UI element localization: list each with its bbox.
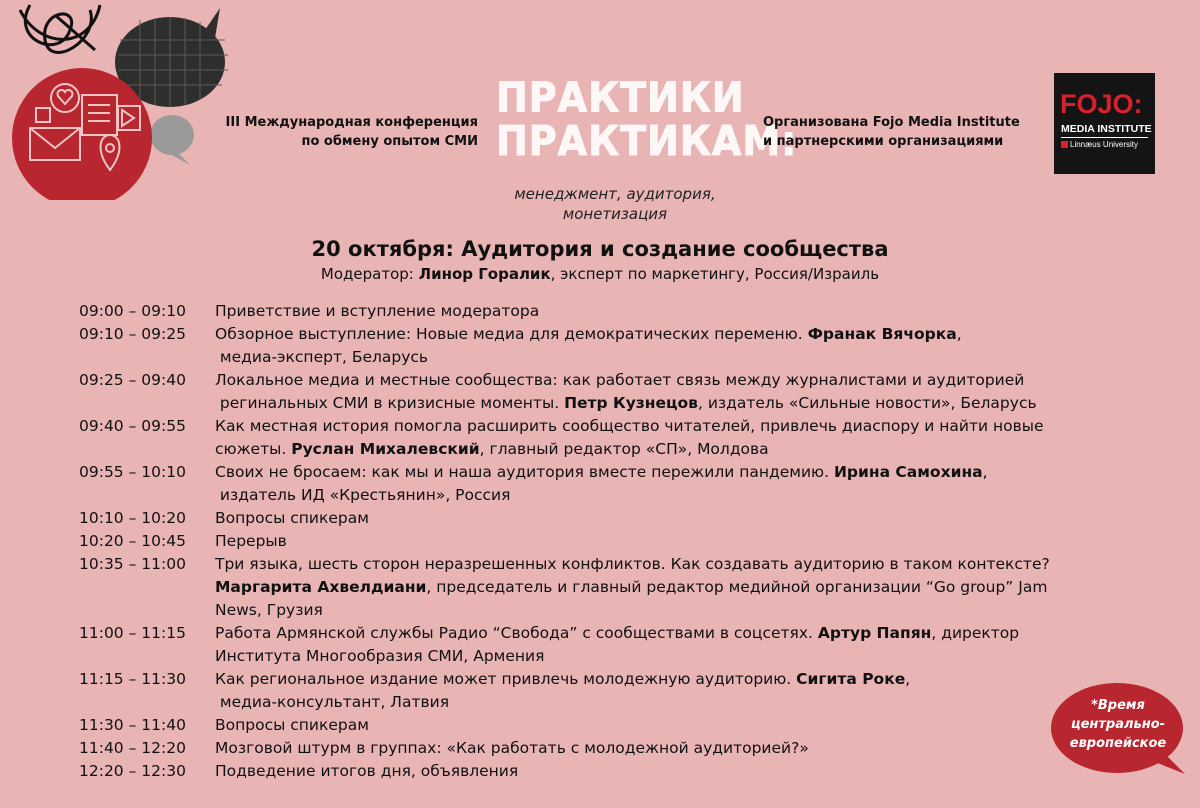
schedule-time: 09:00 – 09:10 — [79, 302, 186, 320]
description-text: Обзорное выступление: Новые медиа для демократических переменю. — [215, 325, 808, 343]
description-line — [215, 737, 1139, 760]
conference-line: III Международная конференция — [225, 115, 478, 130]
description-text: Мозговой штурм в группах: «Как работать с молодежной аудиторией?» — [215, 739, 809, 757]
description-text: Вопросы спикерам — [215, 509, 369, 527]
schedule-row — [79, 300, 1139, 323]
schedule-time: 09:40 – 09:55 — [79, 417, 186, 435]
day-title: 20 октября: Аудитория и создание сообщества — [311, 237, 889, 261]
decorative-illustration — [0, 0, 240, 200]
description-text: Три языка, шесть сторон неразрешенных конфликтов. Как создавать аудиторию в таком контексте? — [215, 555, 1050, 573]
schedule-time: 09:10 – 09:25 — [79, 325, 186, 343]
schedule-description — [215, 553, 1139, 622]
badge-line: *Время — [1091, 698, 1145, 713]
description-line — [215, 599, 1139, 622]
description-text: Своих не бросаем: как мы и наша аудитория вместе пережили пандемию. — [215, 463, 834, 481]
schedule-time: 11:40 – 12:20 — [79, 739, 186, 757]
moderator-name: Линор Горалик — [418, 265, 551, 283]
title-line: ПРАКТИКИ — [496, 73, 745, 122]
scribble-icon — [20, 5, 100, 52]
timezone-badge — [1035, 682, 1200, 784]
schedule-description — [215, 507, 1139, 530]
description-line — [215, 369, 1139, 392]
schedule-description — [215, 369, 1139, 415]
description-text: Института Многообразия СМИ, Армения — [215, 647, 545, 665]
description-text: Как региональное издание может привлечь молодежную аудиторию. — [215, 670, 797, 688]
schedule-row — [79, 714, 1139, 737]
description-text: , издатель «Сильные новости», Беларусь — [697, 394, 1037, 412]
moderator-details: , эксперт по маркетингу, Россия/Израиль — [550, 265, 880, 283]
schedule-row — [79, 369, 1139, 415]
description-line — [215, 300, 1139, 323]
schedule-row — [79, 737, 1139, 760]
schedule-time: 09:25 – 09:40 — [79, 371, 186, 389]
description-text: Работа Армянской службы Радио “Свобода” с сообществами в соцсетях. — [215, 624, 818, 642]
moderator-label: Модератор: — [320, 265, 419, 283]
schedule-description — [215, 622, 1139, 668]
logo-university: Linnæus University — [1061, 140, 1138, 150]
description-line — [215, 553, 1139, 576]
schedule-time: 10:35 – 11:00 — [79, 555, 186, 573]
logo-divider — [1061, 137, 1148, 138]
schedule-row — [79, 553, 1139, 622]
schedule-row — [79, 415, 1139, 461]
fojo-logo — [1054, 73, 1155, 174]
speaker-name: Сигита Роке — [796, 670, 906, 688]
description-line — [215, 484, 1139, 507]
schedule-description — [215, 737, 1139, 760]
schedule-row — [79, 760, 1139, 783]
description-text: Перерыв — [215, 532, 287, 550]
subtitle-line: монетизация — [562, 205, 668, 223]
event-title — [496, 73, 798, 165]
schedule-time: 11:15 – 11:30 — [79, 670, 186, 688]
description-text: Вопросы спикерам — [215, 716, 369, 734]
description-line — [215, 346, 1139, 369]
logo-sub: MEDIA INSTITUTE — [1061, 123, 1152, 135]
event-subtitle — [500, 184, 730, 224]
schedule-description — [215, 461, 1139, 507]
schedule-description — [215, 530, 1139, 553]
schedule-row — [79, 530, 1139, 553]
description-text: медиа-эксперт, Беларусь — [215, 348, 429, 366]
schedule-time: 12:20 – 12:30 — [79, 762, 186, 780]
schedule-time: 11:30 – 11:40 — [79, 716, 186, 734]
logo-main: FOJO: — [1060, 89, 1143, 119]
description-line — [215, 461, 1139, 484]
description-line — [215, 691, 1139, 714]
schedule-time: 11:00 – 11:15 — [79, 624, 186, 642]
description-line — [215, 392, 1139, 415]
description-line — [215, 622, 1139, 645]
schedule-description — [215, 415, 1139, 461]
description-line — [215, 668, 1139, 691]
schedule-row — [79, 323, 1139, 369]
description-text: , — [905, 670, 911, 688]
speaker-name: Петр Кузнецов — [564, 394, 698, 412]
speaker-name: Маргарита Ахвелдиани — [215, 578, 427, 596]
schedule-time: 10:20 – 10:45 — [79, 532, 186, 550]
description-text: , главный редактор «СП», Молдова — [479, 440, 769, 458]
schedule-row — [79, 668, 1139, 714]
description-text: Подведение итогов дня, объявления — [215, 762, 519, 780]
schedule-time: 09:55 – 10:10 — [79, 463, 186, 481]
organizer-info — [763, 113, 1063, 151]
description-line — [215, 507, 1139, 530]
description-text: Как местная история помогла расширить сообщество читателей, привлечь диаспору и найти новые — [215, 417, 1044, 435]
schedule-time: 10:10 – 10:20 — [79, 509, 186, 527]
description-line — [215, 323, 1139, 346]
schedule-row — [79, 461, 1139, 507]
description-line — [215, 645, 1139, 668]
schedule-description — [215, 668, 1139, 714]
description-text: медиа-консультант, Латвия — [215, 693, 450, 711]
speaker-name: Ирина Самохина — [833, 463, 983, 481]
description-line — [215, 438, 1139, 461]
description-text: , директор — [931, 624, 1020, 642]
schedule-row — [79, 622, 1139, 668]
subtitle-line: менеджмент, аудитория, — [514, 185, 716, 203]
description-line — [215, 576, 1139, 599]
moderator-line — [0, 264, 1200, 284]
title-line: ПРАКТИКАМ: — [496, 117, 798, 165]
description-text: сюжеты. — [215, 440, 292, 458]
description-text: регинальных СМИ в кризисные моменты. — [215, 394, 565, 412]
schedule-description — [215, 714, 1139, 737]
description-text: News, Грузия — [215, 601, 323, 619]
speaker-name: Артур Папян — [817, 624, 932, 642]
description-line — [215, 415, 1139, 438]
description-text: Локальное медиа и местные сообщества: как работает связь между журналистами и аудиторией — [215, 371, 1025, 389]
conference-info — [200, 113, 478, 151]
organizer-line: Организована Fojo Media Institute — [763, 115, 1020, 130]
badge-text — [1035, 696, 1200, 753]
schedule-description — [215, 323, 1139, 369]
description-text: издатель ИД «Крестьянин», Россия — [215, 486, 511, 504]
speaker-name: Франак Вячорка — [807, 325, 957, 343]
schedule-description — [215, 300, 1139, 323]
schedule-list — [79, 300, 1139, 783]
description-text: Приветствие и вступление модератора — [215, 302, 540, 320]
schedule-row — [79, 507, 1139, 530]
badge-line: европейское — [1069, 736, 1167, 751]
speech-bubble-icon — [150, 115, 194, 165]
description-line — [215, 714, 1139, 737]
description-text: , — [956, 325, 962, 343]
badge-line: центрально- — [1070, 717, 1166, 732]
description-text: , — [982, 463, 988, 481]
description-line — [215, 530, 1139, 553]
speaker-name: Руслан Михалевский — [291, 440, 480, 458]
conference-line: по обмену опытом СМИ — [301, 134, 478, 149]
description-line — [215, 760, 1139, 783]
schedule-description — [215, 760, 1139, 783]
organizer-line: и партнерскими организациями — [763, 134, 1004, 149]
description-text: , председатель и главный редактор медийной организации “Go group” Jam — [426, 578, 1048, 596]
